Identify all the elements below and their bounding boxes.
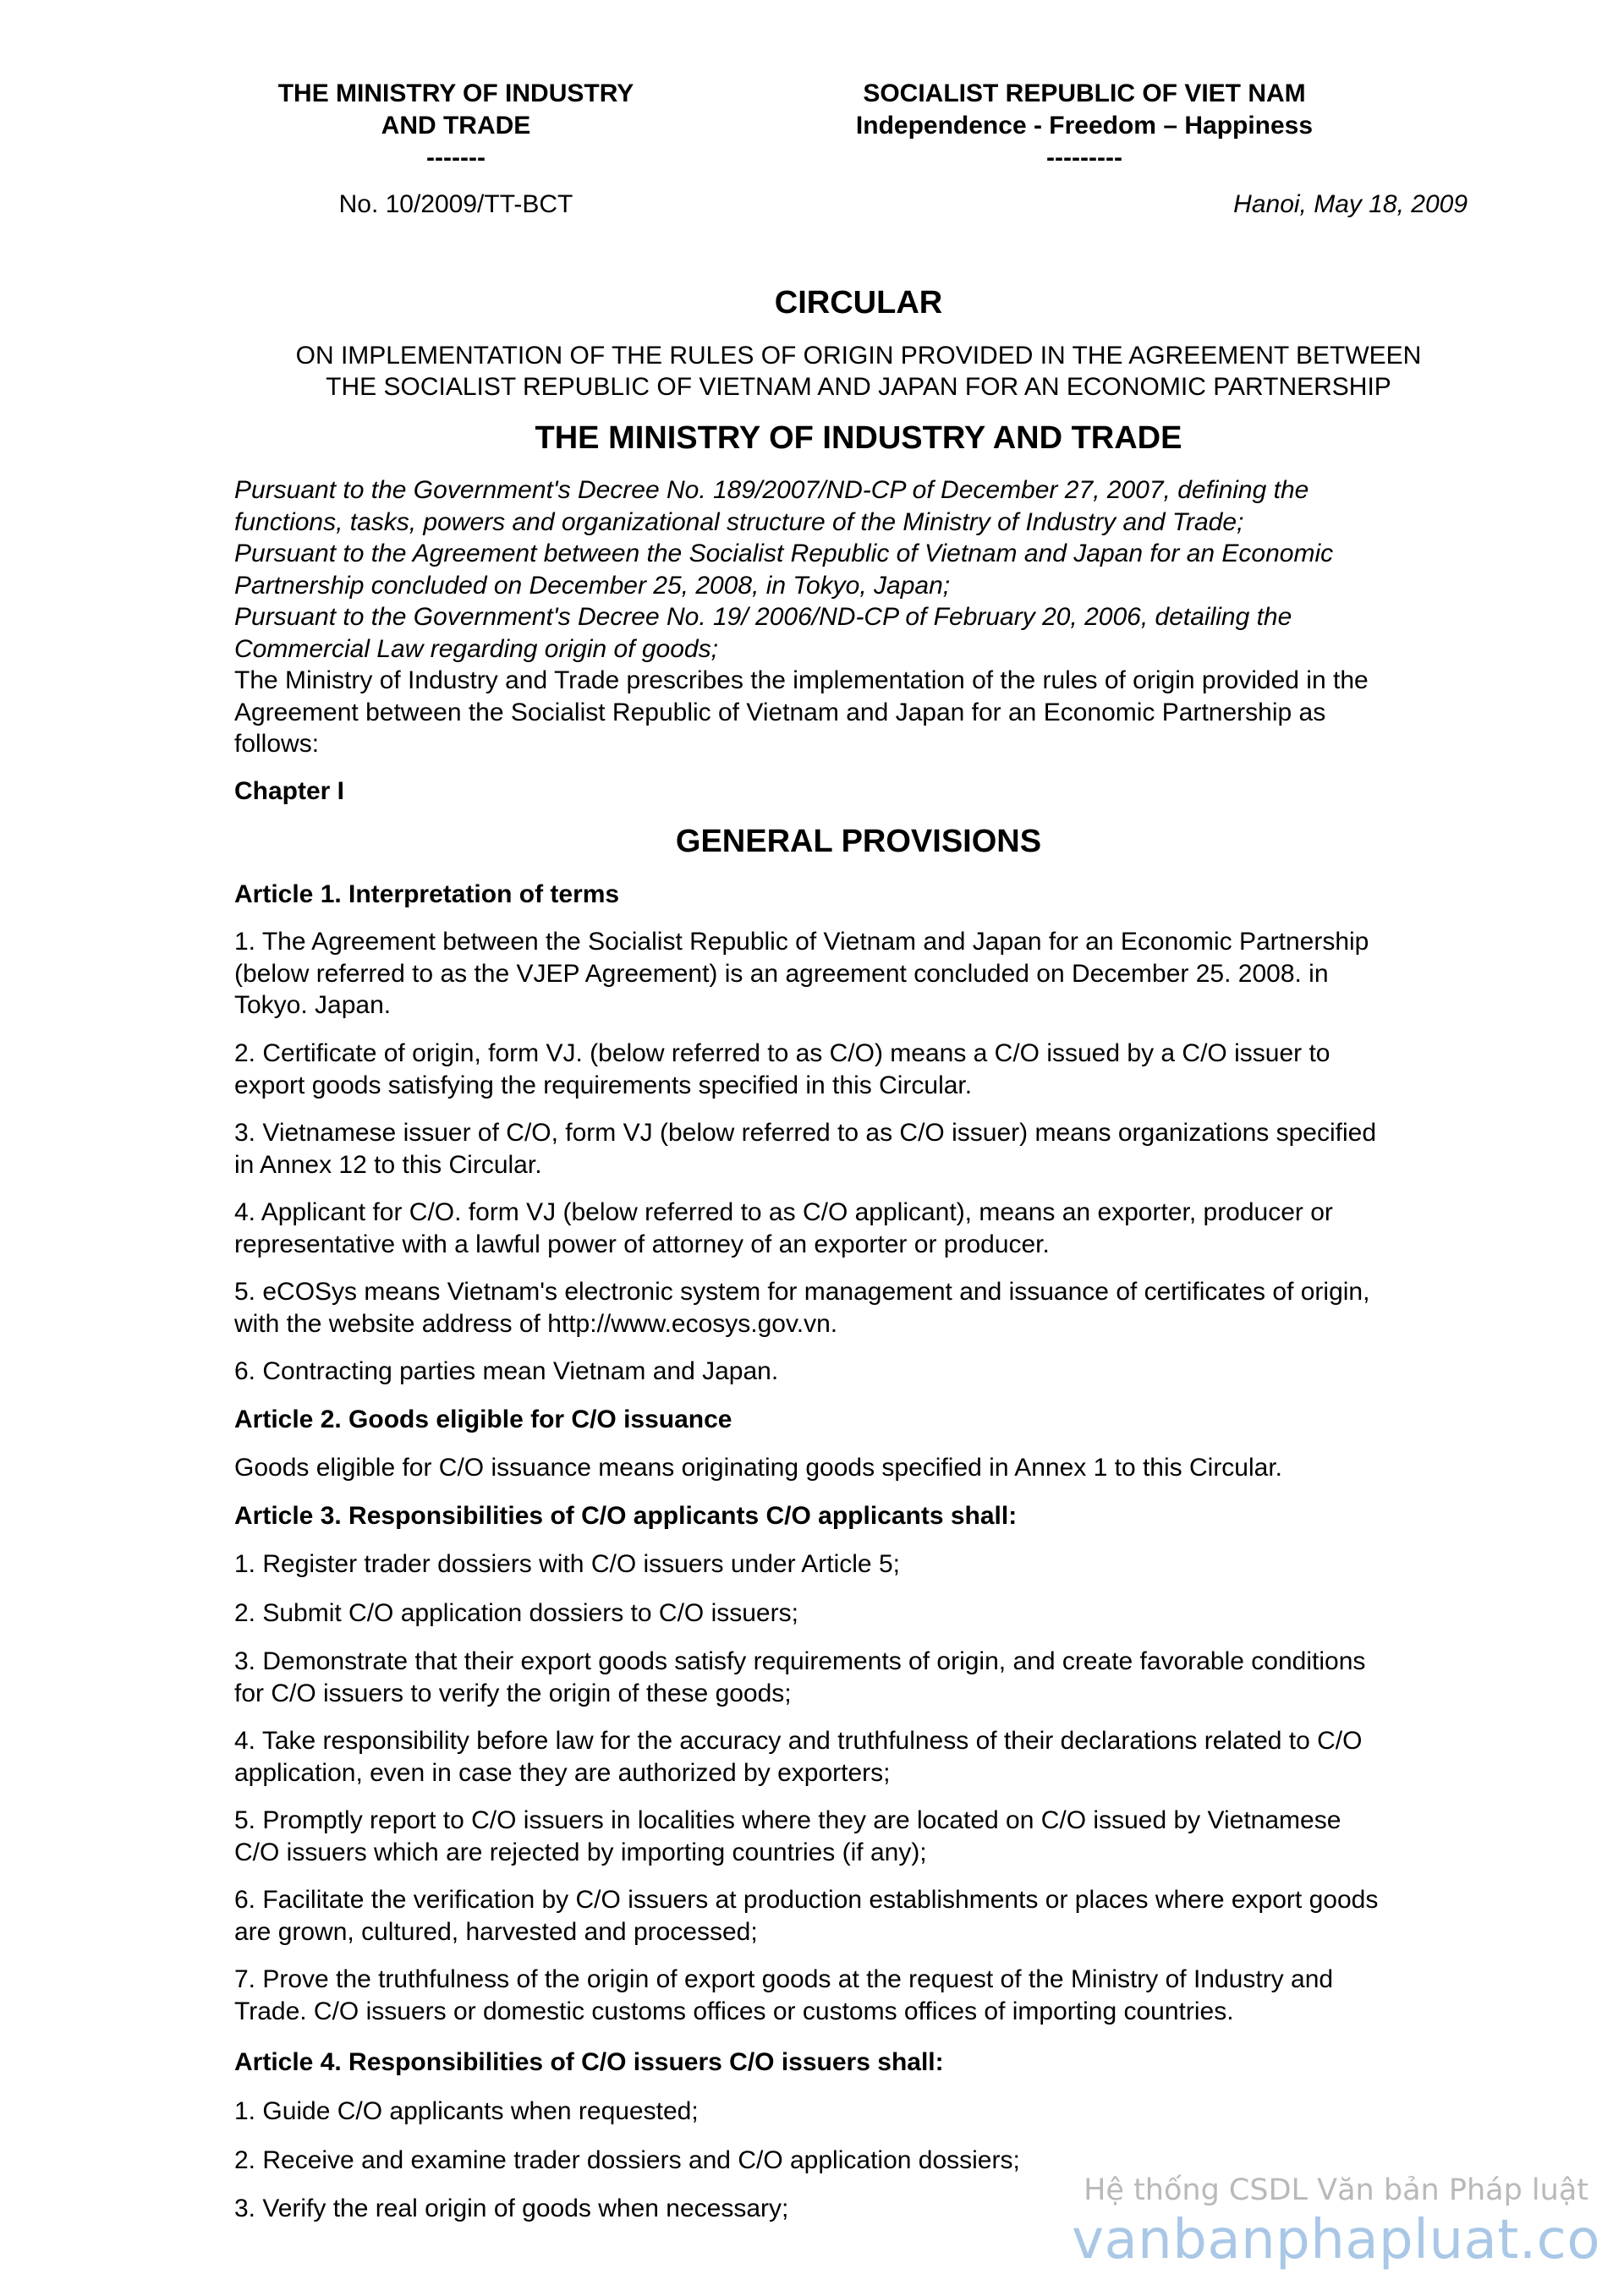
article-1-item-3 <box>234 1117 1486 1181</box>
article-1-item-1 <box>234 926 1486 1022</box>
preamble-basis-3 <box>234 601 1486 665</box>
subject-line-1: ON IMPLEMENTATION OF THE RULES OF ORIGIN PROVIDED IN THE AGREEMENT BETWEEN <box>295 342 1422 370</box>
document-type: CIRCULAR <box>774 285 943 321</box>
text-line: with the website address of http://www.ecosys.gov.vn. <box>234 1309 838 1338</box>
article-1-heading: Article 1. Interpretation of terms <box>234 880 620 908</box>
article-3-item-3 <box>234 1646 1486 1709</box>
text-line: Pursuant to the Government's Decree No. 189/2007/ND-CP of December 27, 2007, defining the <box>234 476 1309 504</box>
text-line: 3. Demonstrate that their export goods satisfy requirements of origin, and create favorable conditions <box>234 1647 1366 1675</box>
state-header <box>812 78 1357 174</box>
article-1-item-5 <box>234 1276 1486 1340</box>
text-line: Pursuant to the Government's Decree No. 19/ 2006/ND-CP of February 20, 2006, detailing the <box>234 603 1292 631</box>
article-3-item-5 <box>234 1805 1486 1868</box>
article-3-heading: Article 3. Responsibilities of C/O applicants C/O applicants shall: <box>234 1502 1018 1530</box>
text-line: are grown, cultured, harvested and processed; <box>234 1917 758 1946</box>
article-4-item-3: 3. Verify the real origin of goods when necessary; <box>234 2195 789 2222</box>
article-4-item-2: 2. Receive and examine trader dossiers and C/O application dossiers; <box>234 2146 1020 2174</box>
article-3-item-1: 1. Register trader dossiers with C/O issuers under Article 5; <box>234 1550 900 1578</box>
text-line: Partnership concluded on December 25, 2008, in Tokyo, Japan; <box>234 571 951 600</box>
issuer-name-line1: THE MINISTRY OF INDUSTRY <box>277 79 634 107</box>
subject-line-2: THE SOCIALIST REPUBLIC OF VIETNAM AND JAPAN FOR AN ECONOMIC PARTNERSHIP <box>326 373 1391 401</box>
text-line: The Ministry of Industry and Trade prescribes the implementation of the rules of origin provided in the <box>234 666 1369 694</box>
text-line: 6. Facilitate the verification by C/O issuers at production establishments or places where export goods <box>234 1886 1379 1914</box>
text-line: 4. Take responsibility before law for the accuracy and truthfulness of their declarations related to C/O <box>234 1727 1363 1755</box>
text-line: 7. Prove the truthfulness of the origin of export goods at the request of the Ministry of Industry and <box>234 1965 1334 1993</box>
article-3-item-6 <box>234 1884 1486 1948</box>
text-line: 5. Promptly report to C/O issuers in localities where they are located on C/O issued by Vietnamese <box>234 1806 1341 1834</box>
issuer-rule: ------- <box>426 144 486 172</box>
text-line: Commercial Law regarding origin of goods; <box>234 634 718 663</box>
text-line: Agreement between the Socialist Republic of Vietnam and Japan for an Economic Partnership as <box>234 698 1326 726</box>
article-1-item-6: 6. Contracting parties mean Vietnam and Japan. <box>234 1357 779 1385</box>
article-3-item-4 <box>234 1725 1486 1789</box>
preamble-basis-1 <box>234 474 1486 538</box>
article-3-item-2: 2. Submit C/O application dossiers to C/O issuers; <box>234 1599 798 1627</box>
article-4-heading: Article 4. Responsibilities of C/O issuers C/O issuers shall: <box>234 2048 944 2076</box>
text-line: Tokyo. Japan. <box>234 991 392 1019</box>
article-1-item-2 <box>234 1038 1486 1101</box>
watermark-site: vanbanphapluat.co <box>1072 2209 1600 2271</box>
text-line: (below referred to as the VJEP Agreement) is an agreement concluded on December 25. 2008. in <box>234 959 1329 988</box>
text-line: 1. The Agreement between the Socialist Republic of Vietnam and Japan for an Economic Partnership <box>234 928 1369 956</box>
watermark-caption: Hệ thống CSDL Văn bản Pháp luật <box>1084 2173 1588 2207</box>
document-subject <box>0 340 1624 403</box>
chapter-title: GENERAL PROVISIONS <box>675 824 1042 859</box>
issuer-name-line2: AND TRADE <box>381 112 531 140</box>
text-line: 3. Vietnamese issuer of C/O, form VJ (below referred to as C/O issuer) means organizations specified <box>234 1119 1377 1147</box>
text-line: 4. Applicant for C/O. form VJ (below referred to as C/O applicant), means an exporter, producer or <box>234 1198 1333 1226</box>
text-line: application, even in case they are authorized by exporters; <box>234 1758 891 1787</box>
document-number: No. 10/2009/TT-BCT <box>338 190 573 218</box>
preamble <box>234 474 1486 760</box>
article-1-item-4 <box>234 1197 1486 1260</box>
article-2-text: Goods eligible for C/O issuance means originating goods specified in Annex 1 to this Circular. <box>234 1454 1283 1482</box>
text-line: for C/O issuers to verify the origin of these goods; <box>234 1679 792 1707</box>
state-motto: Independence - Freedom – Happiness <box>855 112 1314 140</box>
state-rule: --------- <box>1046 144 1122 172</box>
article-4-item-1: 1. Guide C/O applicants when requested; <box>234 2097 699 2125</box>
text-line: 5. eCOSys means Vietnam's electronic system for management and issuance of certificates of origin, <box>234 1278 1370 1306</box>
preamble-basis-2 <box>234 538 1486 601</box>
article-3-item-7 <box>234 1964 1486 2027</box>
article-2-heading: Article 2. Goods eligible for C/O issuance <box>234 1406 732 1433</box>
issuing-authority: THE MINISTRY OF INDUSTRY AND TRADE <box>535 420 1182 456</box>
text-line: Pursuant to the Agreement between the Socialist Republic of Vietnam and Japan for an Economic <box>234 540 1334 567</box>
text-line: C/O issuers which are rejected by importing countries (if any); <box>234 1838 927 1866</box>
text-line: 2. Certificate of origin, form VJ. (below referred to as C/O) means a C/O issued by a C/O issuer to <box>234 1039 1330 1067</box>
issuer-header <box>234 78 678 174</box>
text-line: in Annex 12 to this Circular. <box>234 1150 542 1179</box>
state-name: SOCIALIST REPUBLIC OF VIET NAM <box>863 79 1306 107</box>
text-line: representative with a lawful power of attorney of an exporter or producer. <box>234 1230 1050 1258</box>
preamble-statement <box>234 665 1486 760</box>
chapter-label: Chapter I <box>234 777 345 805</box>
text-line: follows: <box>234 730 320 758</box>
place-date: Hanoi, May 18, 2009 <box>1233 190 1468 218</box>
text-line: Trade. C/O issuers or domestic customs offices or customs offices of importing countries. <box>234 1997 1234 2025</box>
text-line: export goods satisfying the requirements specified in this Circular. <box>234 1071 973 1099</box>
text-line: functions, tasks, powers and organizational structure of the Ministry of Industry and Trade; <box>234 507 1244 536</box>
